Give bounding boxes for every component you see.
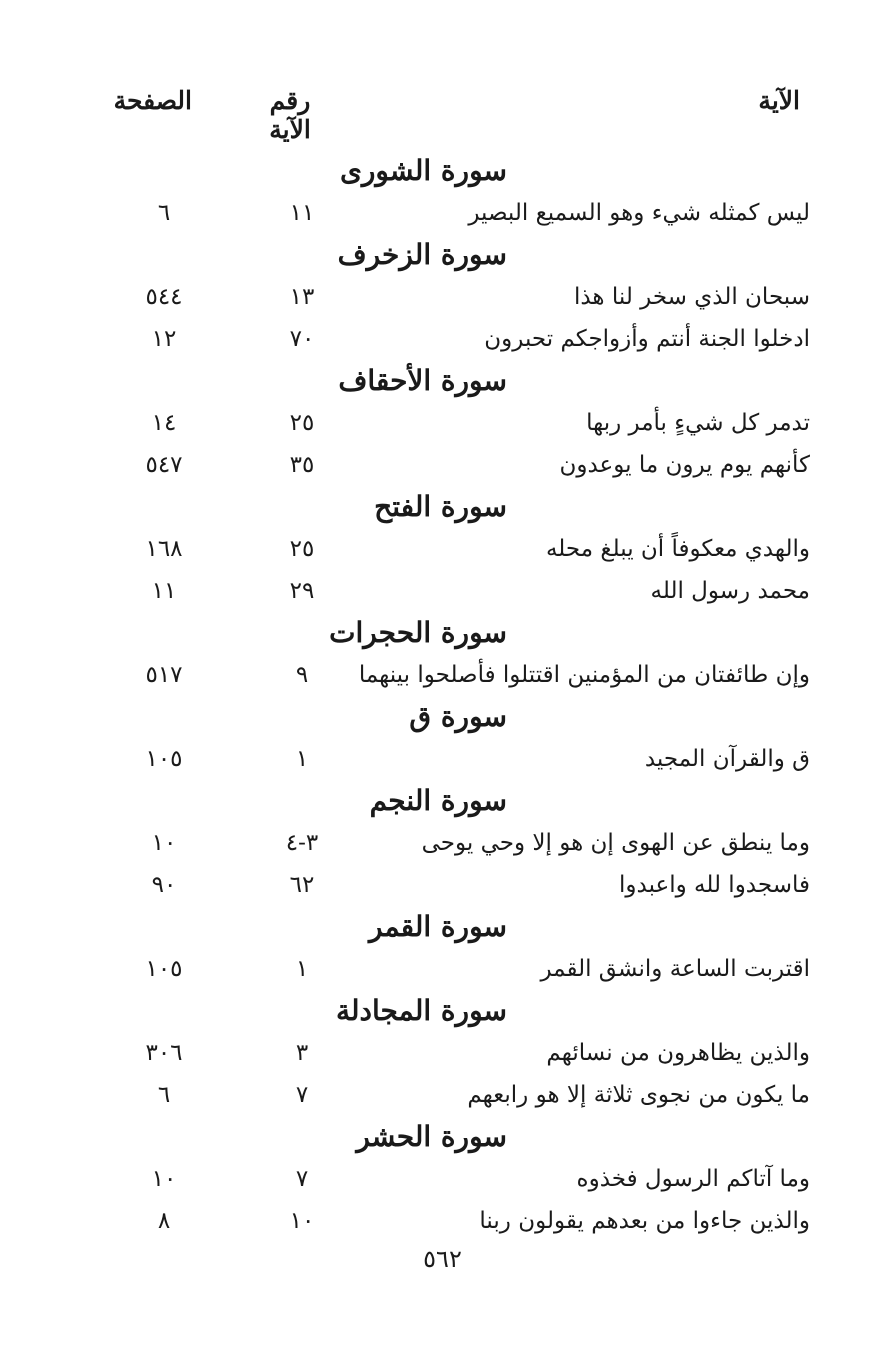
column-header: [0, 86, 885, 144]
verse-row: [0, 192, 885, 234]
surah-title: سورة الأحقاف: [338, 364, 507, 397]
surah-section: [0, 360, 885, 486]
verse-number: ١٠: [289, 1208, 315, 1234]
verse-row: [0, 276, 885, 318]
verse-text: فاسجدوا لله واعبدوا: [619, 872, 810, 898]
verse-column-header: الآية: [758, 86, 800, 115]
verse-number-column-header: رقم الآية: [269, 86, 311, 144]
surah-section: [0, 990, 885, 1116]
verse-text: ما يكون من نجوى ثلاثة إلا هو رابعهم: [467, 1082, 810, 1108]
surah-title: سورة الفتح: [374, 490, 507, 523]
verse-text: تدمر كل شيءٍ بأمر ربها: [586, 410, 810, 436]
page-reference: ٥٤٧: [145, 452, 183, 478]
verse-row: [0, 822, 885, 864]
verse-number: ٦٢: [289, 872, 315, 898]
verse-number: ٢٥: [289, 410, 315, 436]
verse-number: ٣: [295, 1040, 309, 1066]
surah-section: [0, 1116, 885, 1242]
verse-text: محمد رسول الله: [650, 578, 810, 604]
verse-row: [0, 738, 885, 780]
verse-number: ٢٥: [289, 536, 315, 562]
surah-section: [0, 486, 885, 612]
verse-text: اقتربت الساعة وانشق القمر: [540, 956, 810, 982]
surah-section: [0, 696, 885, 780]
verse-row: [0, 864, 885, 906]
verse-text: سبحان الذي سخر لنا هذا: [573, 284, 810, 310]
verse-number: ١١: [289, 200, 315, 226]
page-reference: ٨: [157, 1208, 171, 1234]
surah-title: سورة الشورى: [339, 154, 507, 187]
page-reference: ١٠٥: [145, 956, 183, 982]
verse-row: [0, 528, 885, 570]
page-reference: ٦: [157, 200, 171, 226]
surah-title: سورة ق: [409, 700, 507, 733]
verse-row: [0, 948, 885, 990]
verse-number: ٧٠: [289, 326, 315, 352]
page-column-header: الصفحة: [113, 86, 192, 115]
verse-number: ٣-٤: [285, 830, 319, 856]
page-reference: ١٠: [151, 830, 177, 856]
surah-title: سورة الحجرات: [329, 616, 507, 649]
surah-title: سورة الحشر: [356, 1120, 507, 1153]
surah-title: سورة القمر: [369, 910, 507, 943]
verse-row: [0, 1200, 885, 1242]
page-reference: ٥١٧: [145, 662, 183, 688]
surah-section: [0, 780, 885, 906]
page-reference: ٩٠: [151, 872, 177, 898]
verse-number: ١: [295, 956, 309, 982]
page-reference: ١٠: [151, 1166, 177, 1192]
verse-row: [0, 654, 885, 696]
page-reference: ٥٤٤: [145, 284, 183, 310]
verse-text: ادخلوا الجنة أنتم وأزواجكم تحبرون: [484, 326, 810, 352]
page-reference: ١١: [151, 578, 177, 604]
verse-number: ٧: [295, 1166, 309, 1192]
page-reference: ١٢: [151, 326, 177, 352]
verse-row: [0, 444, 885, 486]
verse-text: وإن طائفتان من المؤمنين اقتتلوا فأصلحوا بينهما: [358, 662, 810, 688]
verse-text: والذين يظاهرون من نسائهم: [546, 1040, 810, 1066]
verse-text: والذين جاءوا من بعدهم يقولون ربنا: [479, 1208, 810, 1234]
surah-title: سورة الزخرف: [337, 238, 507, 271]
verse-number: ٢٩: [289, 578, 315, 604]
verse-row: [0, 318, 885, 360]
verse-row: [0, 402, 885, 444]
surah-section: [0, 150, 885, 234]
surah-title: سورة النجم: [369, 784, 507, 817]
verse-text: ق والقرآن المجيد: [644, 746, 810, 772]
page-reference: ١٦٨: [145, 536, 183, 562]
verse-number: ٧: [295, 1082, 309, 1108]
verse-text: وما ينطق عن الهوى إن هو إلا وحي يوحى: [421, 830, 810, 856]
surah-section: [0, 612, 885, 696]
verse-row: [0, 1074, 885, 1116]
verse-number: ١٣: [289, 284, 315, 310]
verse-number: ١: [295, 746, 309, 772]
verse-row: [0, 1032, 885, 1074]
surah-section: [0, 234, 885, 360]
verse-index-list: [0, 150, 885, 1242]
verse-text: كأنهم يوم يرون ما يوعدون: [559, 452, 810, 478]
page-reference: ١٠٥: [145, 746, 183, 772]
page-reference: ١٤: [151, 410, 177, 436]
verse-row: [0, 1158, 885, 1200]
page-number: ٥٦٢: [423, 1245, 462, 1273]
verse-row: [0, 570, 885, 612]
verse-text: وما آتاكم الرسول فخذوه: [576, 1166, 810, 1192]
surah-section: [0, 906, 885, 990]
page-reference: ٣٠٦: [145, 1040, 183, 1066]
surah-title: سورة المجادلة: [336, 994, 507, 1027]
verse-number: ٣٥: [289, 452, 315, 478]
page-reference: ٦: [157, 1082, 171, 1108]
verse-text: ليس كمثله شيء وهو السميع البصير: [468, 200, 810, 226]
verse-text: والهدي معكوفاً أن يبلغ محله: [545, 536, 810, 562]
verse-number: ٩: [295, 662, 309, 688]
